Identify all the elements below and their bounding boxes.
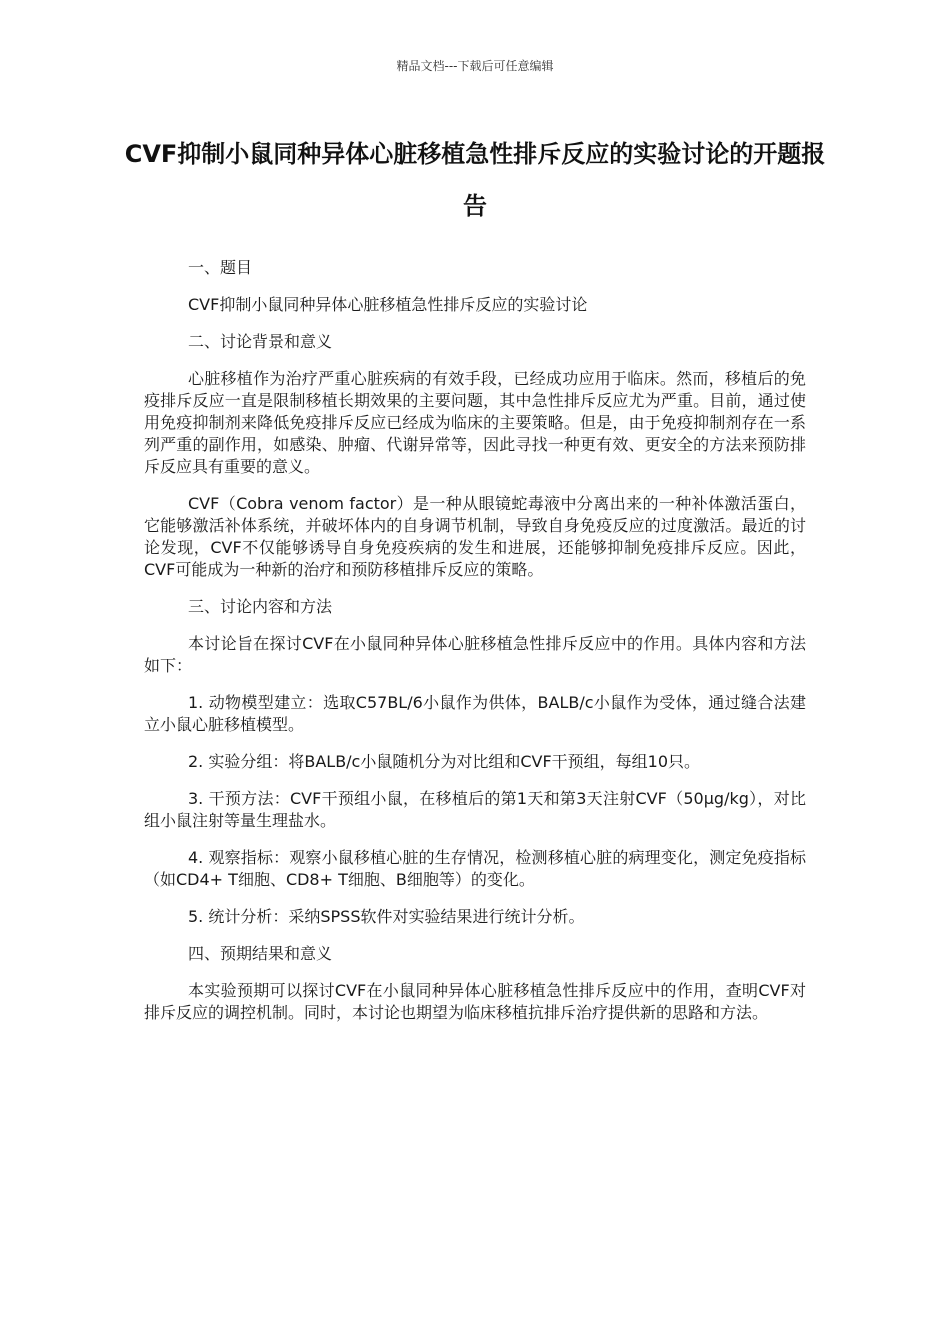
section-heading-expected: 四、预期结果和意义 — [188, 944, 333, 963]
section-heading-topic: 一、题目 — [188, 258, 253, 277]
expected-text: 本实验预期可以探讨CVF在小鼠同种异体心脏移植急性排斥反应中的作用，查明CVF对排斥反应的调控机制。同时，本讨论也期望为临床移植抗排斥治疗提供新的思路和方法。 — [144, 981, 806, 1022]
topic-text: CVF抑制小鼠同种异体心脏移植急性排斥反应的实验讨论 — [188, 295, 588, 314]
background-paragraph-1: 心脏移植作为治疗严重心脏疾病的有效手段，已经成功应用于临床。然而，移植后的免疫排斥反应一直是限制移植长期效果的主要问题，其中急性排斥反应尤为严重。目前，通过使用免疫抑制剂来降低免疫排斥反应已经成为临床的主要策略。但是，由于免疫抑制剂存在一系列严重的副作用，如感染、肿瘤、代谢异常等，因此寻找一种更有效、更安全的方法来预防排斥反应具有重要的意义。 — [144, 369, 806, 476]
section-heading-methods: 三、讨论内容和方法 — [188, 597, 333, 616]
section-heading-background: 二、讨论背景和意义 — [188, 332, 333, 351]
document-body — [144, 257, 806, 1039]
methods-item-3: 3. 干预方法：CVF干预组小鼠，在移植后的第1天和第3天注射CVF（50μg/kg），对比组小鼠注射等量生理盐水。 — [144, 789, 806, 830]
methods-item-5: 5. 统计分析：采纳SPSS软件对实验结果进行统计分析。 — [188, 907, 585, 926]
header-note: 精品文档---下载后可任意编辑 — [396, 59, 554, 73]
methods-intro: 本讨论旨在探讨CVF在小鼠同种异体心脏移植急性排斥反应中的作用。具体内容和方法如下： — [144, 634, 806, 675]
methods-item-1: 1. 动物模型建立：选取C57BL/6小鼠作为供体，BALB/c小鼠作为受体，通过缝合法建立小鼠心脏移植模型。 — [144, 693, 806, 734]
background-paragraph-2: CVF（Cobra venom factor）是一种从眼镜蛇毒液中分离出来的一种补体激活蛋白，它能够激活补体系统，并破坏体内的自身调节机制，导致自身免疫反应的过度激活。最近的讨论发现，CVF不仅能够诱导自身免疫疾病的发生和进展，还能够抑制免疫排斥反应。因此，CVF可能成为一种新的治疗和预防移植排斥反应的策略。 — [144, 494, 806, 579]
methods-item-2: 2. 实验分组：将BALB/c小鼠随机分为对比组和CVF干预组，每组10只。 — [188, 752, 701, 771]
methods-item-4: 4. 观察指标：观察小鼠移植心脏的生存情况，检测移植心脏的病理变化，测定免疫指标（如CD4+ T细胞、CD8+ T细胞、B细胞等）的变化。 — [144, 848, 806, 889]
document-title: CVF抑制小鼠同种异体心脏移植急性排斥反应的实验讨论的开题报告 — [124, 140, 826, 220]
